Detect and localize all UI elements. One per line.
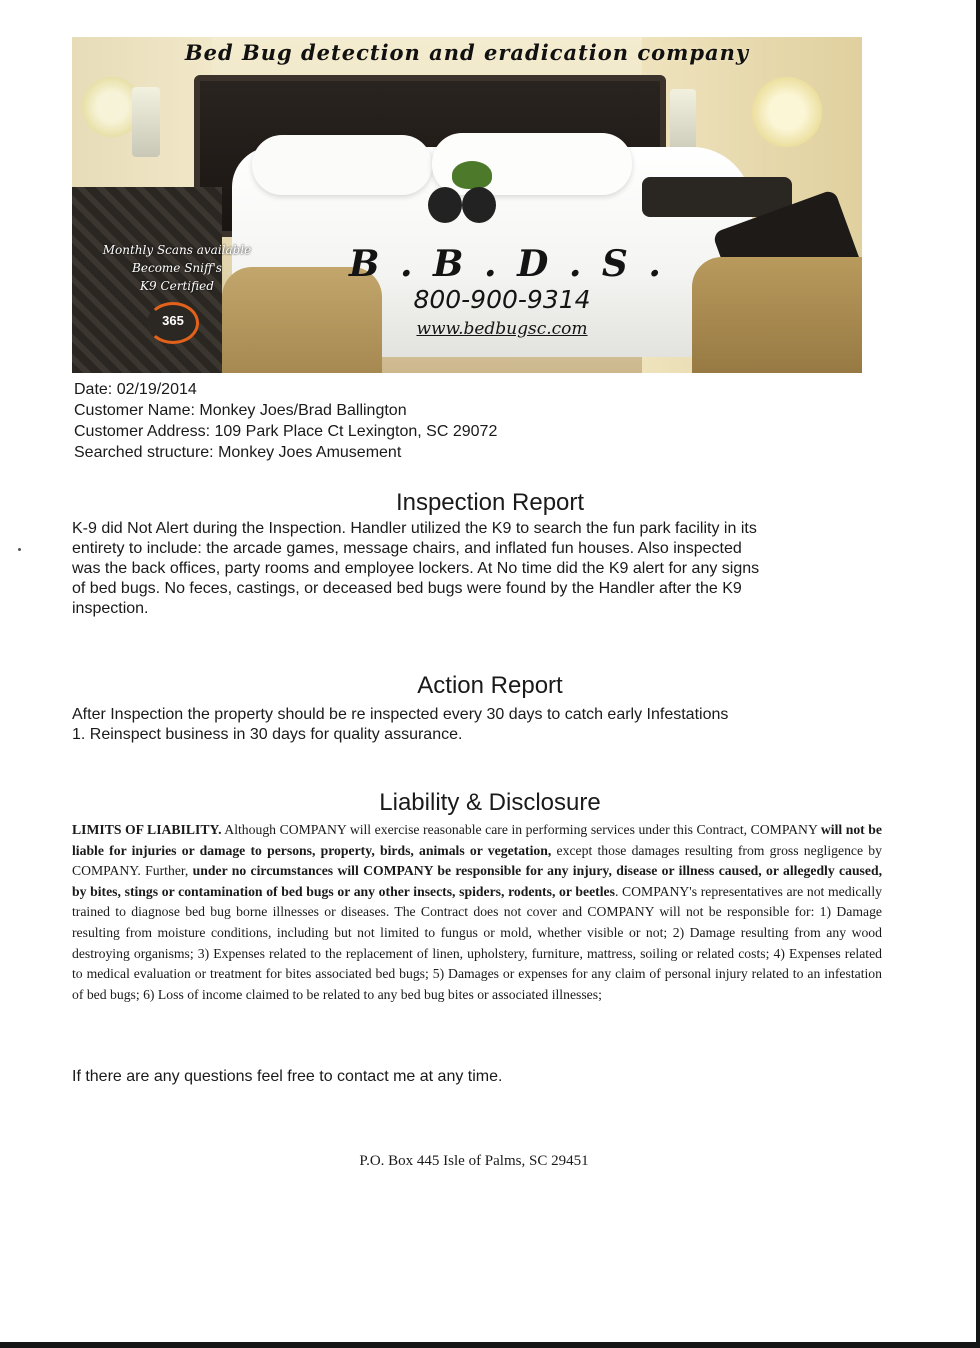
- header-banner: [72, 37, 862, 373]
- action-item: 1. Reinspect business in 30 days for quality assurance.: [72, 726, 463, 743]
- brand-name: B . B . D . S .: [349, 243, 665, 285]
- liability-text: except those damages resulting from gross negligence by COMPANY. Further,: [72, 842, 882, 879]
- customer-name-line: Customer Name: Monkey Joes/Brad Ballington: [74, 402, 407, 419]
- badge-365-label: 365: [162, 313, 184, 328]
- liability-text: Although COMPANY will exercise reasonable care in performing services under this Contract, COMPANY: [221, 822, 821, 837]
- action-heading: Action Report: [417, 672, 563, 699]
- customer-address-line: Customer Address: 109 Park Place Ct Lexington, SC 29072: [74, 423, 498, 440]
- liability-bold-text: under no circumstances will COMPANY be responsible for any injury, disease or illness caused, or allegedly caused, by bites, stings or contamination of bed bugs or any other insects, spiders, rodents, or beetles: [72, 863, 882, 899]
- pillow-left: [252, 135, 432, 195]
- action-body: [72, 705, 892, 745]
- liability-title: LIMITS OF LIABILITY.: [72, 822, 222, 837]
- liability-bold-text: will not be liable for injuries or damage to persons, property, birds, animals or vegetation,: [72, 822, 882, 858]
- promo-line: Become Sniff's: [132, 261, 222, 275]
- closing-line: If there are any questions feel free to contact me at any time.: [72, 1068, 503, 1085]
- promo-text: [72, 241, 282, 295]
- searched-structure-line: Searched structure: Monkey Joes Amusement: [74, 444, 402, 461]
- inspection-line: was the back offices, party rooms and employee lockers. At No time did the K9 alert for any signs: [72, 560, 760, 577]
- inspection-line: of bed bugs. No feces, castings, or deceased bed bugs were found by the Handler after the K9: [72, 580, 742, 597]
- banner-tagline: Bed Bug detection and eradication company: [184, 40, 750, 65]
- page-edge-bottom: [0, 1342, 980, 1348]
- scan-speck: [18, 548, 21, 551]
- badge-365-icon: [147, 302, 199, 344]
- armchair-right: [692, 257, 862, 373]
- brand-phone: 800-900-9314: [413, 285, 591, 314]
- inspection-line: K-9 did Not Alert during the Inspection. Handler utilized the K9 to search the fun park facility in its: [72, 520, 757, 537]
- action-line: After Inspection the property should be re inspected every 30 days to catch early Infestations: [72, 706, 729, 723]
- inspection-body: [72, 519, 892, 619]
- inspection-heading: Inspection Report: [395, 489, 585, 516]
- liability-text: . COMPANY's representatives are not medically trained to diagnose bed bug borne illnesses or diseases. The Contract does not cover and COMPANY will not be responsible for: 1) Damage resulting from moisture conditions, including but not limited to fungus or mold, whether visible or not; 2) Damage resulting from any wood destroying organisms; 3) Expenses related to the replacement of linen, upholstery, furniture, mattress, soiling or related costs; 4) Expenses related to medical evaluation or treatment for bites associated bed bugs; 5) Damages or expenses for any claim of personal injury related to an infestation of bed bugs; 6) Loss of income claimed to be related to any bed bug bites or associated illnesses;: [72, 883, 882, 1002]
- promo-line: K9 Certified: [140, 279, 214, 293]
- promo-line: Monthly Scans available: [102, 243, 252, 257]
- po-box-address: P.O. Box 445 Isle of Palms, SC 29451: [359, 1153, 589, 1169]
- decor-stones-icon: [422, 177, 512, 217]
- liability-body: [72, 820, 882, 1005]
- inspection-line: inspection.: [72, 600, 149, 617]
- nightstand-right: [642, 177, 792, 217]
- inspection-line: entirety to include: the arcade games, message chairs, and inflated fun houses. Also inspected: [72, 540, 742, 557]
- liability-heading: Liability & Disclosure: [379, 789, 601, 816]
- brand-website: www.bedbugsc.com: [416, 319, 588, 339]
- lamp-left-icon: [132, 87, 160, 157]
- flower-right-icon: [752, 77, 822, 147]
- customer-info: [74, 379, 497, 463]
- date-line: Date: 02/19/2014: [74, 381, 197, 398]
